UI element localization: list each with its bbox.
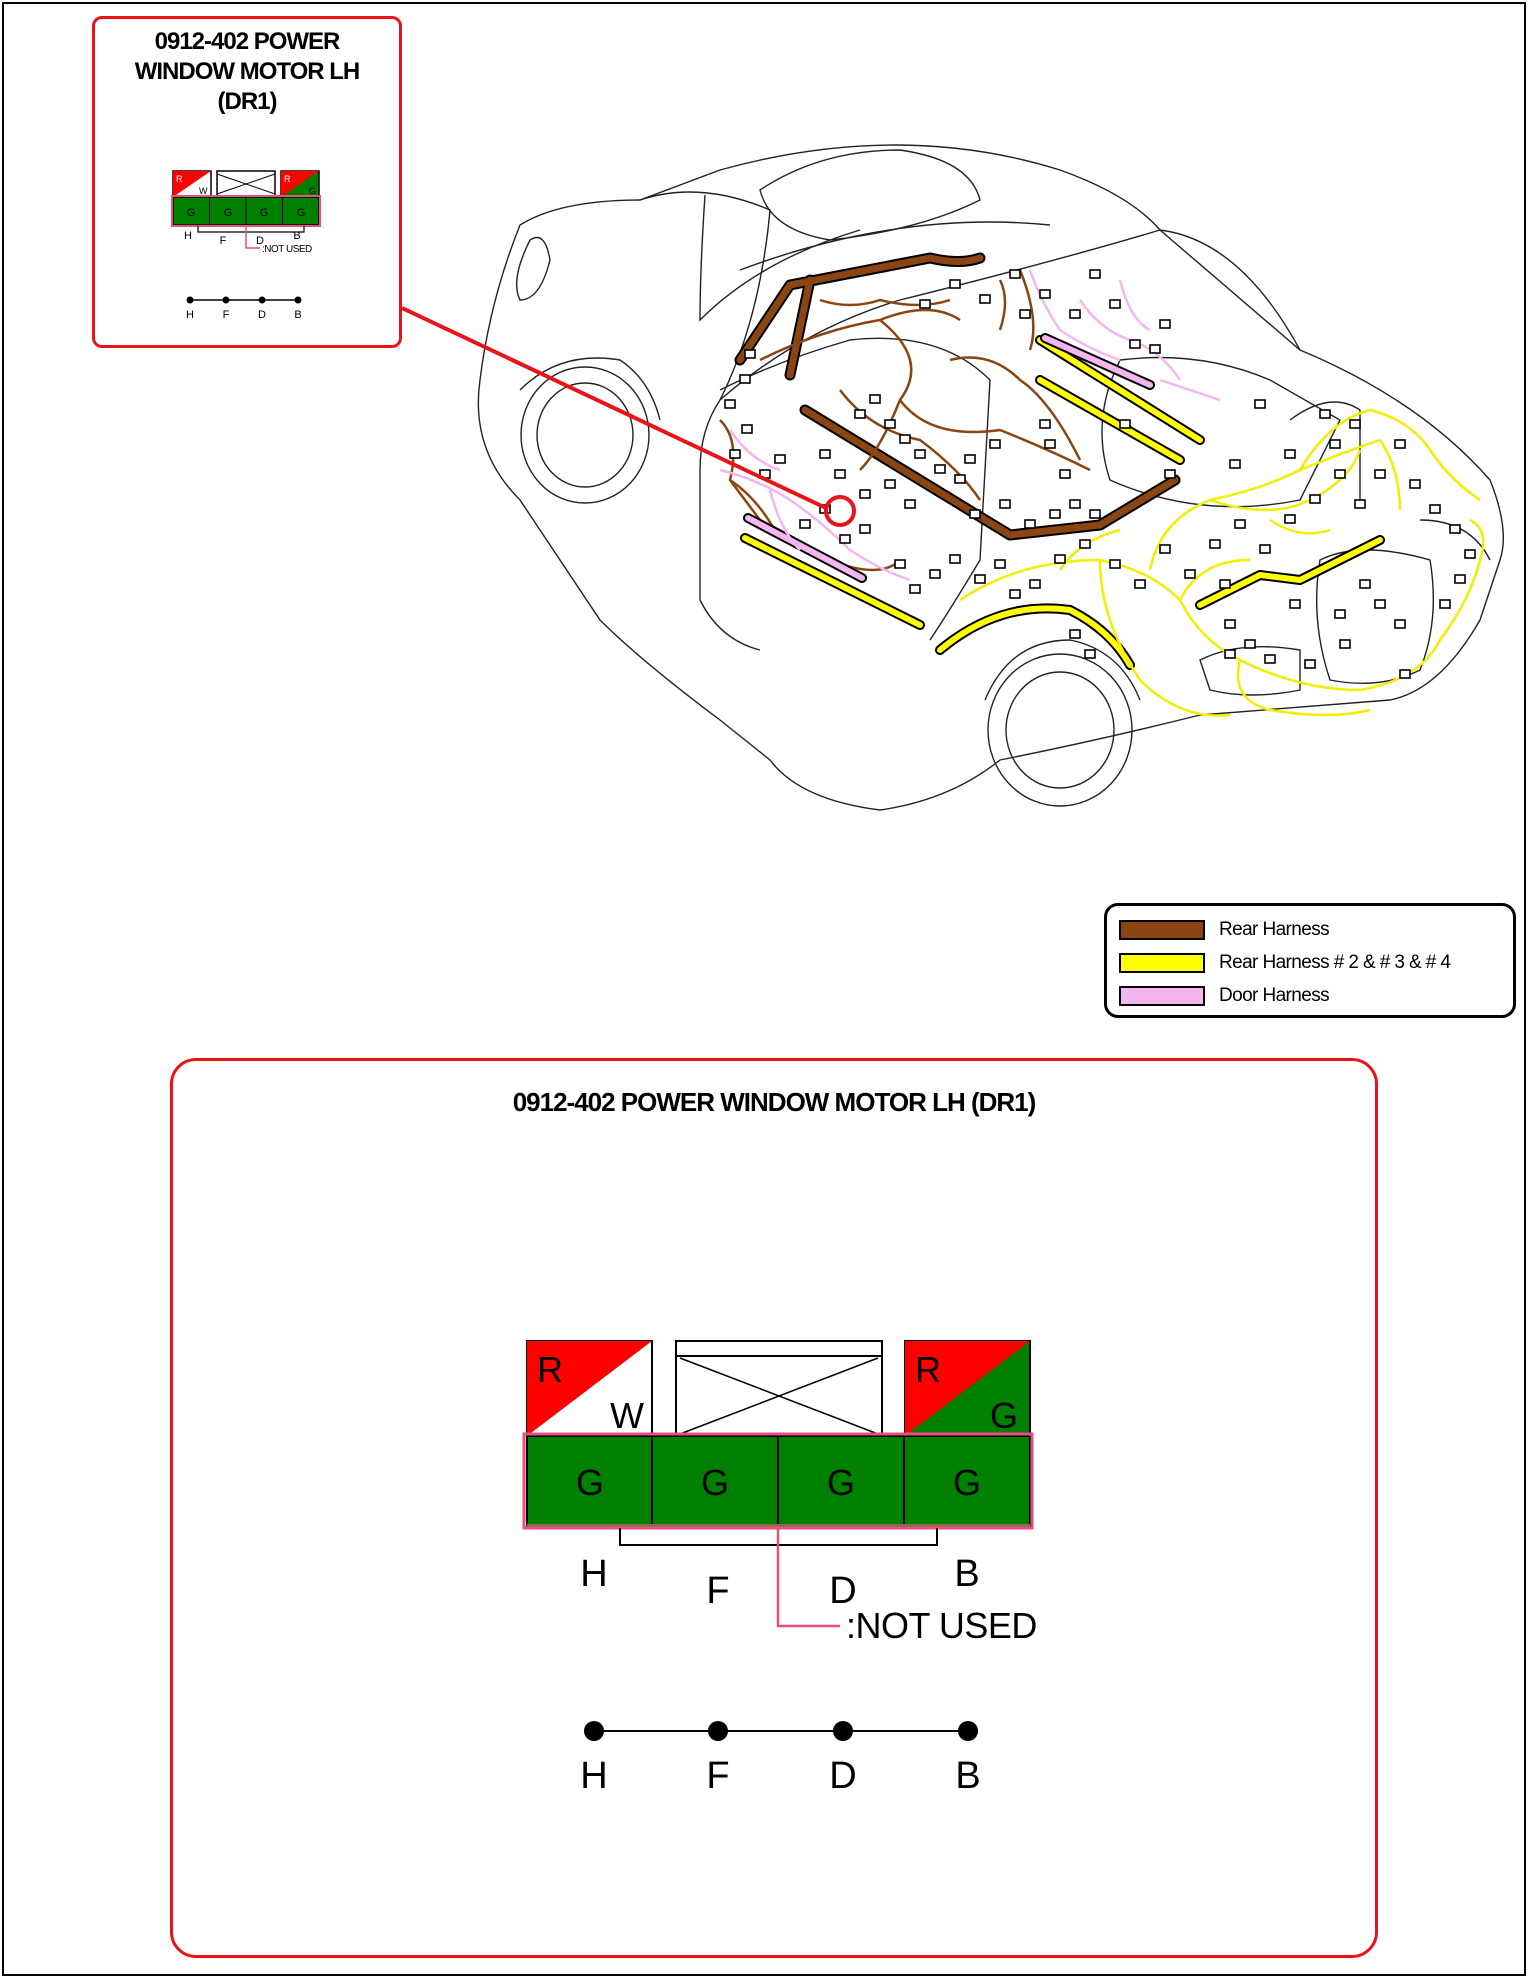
mini-wire-top-3: R (284, 174, 291, 184)
legend-swatch-yellow (1119, 953, 1205, 973)
schematic-label-b: B (955, 1755, 981, 1797)
mini-wire-bottom-3: G (309, 186, 317, 196)
wire-top-right-g: G (990, 1395, 1019, 1436)
callout-title-line3: (DR1) (217, 88, 277, 115)
top-left-cavity (527, 1341, 652, 1436)
mini-top-right-cavity (281, 171, 319, 197)
mini-pin-3: G (259, 207, 269, 219)
callout-title-line1: 0912-402 POWER (154, 28, 340, 55)
pin-row (524, 1434, 1032, 1528)
callout-connector-mini (92, 16, 402, 348)
mini-pin-label-b: B (293, 230, 301, 242)
legend-item-rear-harness-2-3-4 (1119, 951, 1450, 975)
legend-label: Rear Harness # 2 & # 3 & # 4 (1219, 952, 1451, 973)
detail-title: 0912-402 POWER WINDOW MOTOR LH (DR1) (512, 1087, 1036, 1117)
mini-schem-label-b: B (294, 309, 302, 321)
harness-legend (1104, 903, 1516, 1018)
mini-pin-2: G (223, 207, 233, 219)
car-outline (478, 145, 1503, 810)
mini-pin-label-h: H (184, 230, 192, 242)
connector-boxes (725, 270, 1475, 678)
blank-cavity (676, 1341, 882, 1436)
legend-label: Door Harness (1219, 985, 1330, 1006)
pin-b-color: G (952, 1462, 982, 1503)
mini-blank-cavity (217, 171, 275, 197)
wire-top-left-w: W (610, 1395, 644, 1436)
wire-top-right-r: R (915, 1349, 941, 1390)
pin-label-h: H (580, 1553, 608, 1595)
callout-leader-line (402, 308, 826, 508)
connector-face-diagram (170, 1058, 1378, 1958)
mini-schem-label-f: F (222, 309, 230, 321)
connector-detail-box (170, 1058, 1378, 1958)
pin-label-f: F (706, 1570, 730, 1612)
mini-pin-label-f: F (219, 235, 227, 247)
schematic-label-d: D (829, 1755, 857, 1797)
schematic-label-h: H (580, 1755, 608, 1797)
pin-h-color: G (575, 1462, 605, 1503)
legend-swatch-pink (1119, 986, 1205, 1006)
mini-pin-row (172, 196, 320, 226)
connector-callout-box (92, 16, 402, 348)
mini-wire-bottom-1: W (199, 186, 208, 196)
wire-top-left-r: R (537, 1349, 563, 1390)
mini-schem-label-d: D (258, 309, 266, 321)
callout-title-line2: WINDOW MOTOR LH (134, 58, 360, 85)
mini-pin-4: G (296, 207, 306, 219)
mini-schem-label-h: H (186, 309, 194, 321)
pin-label-b: B (954, 1553, 980, 1595)
pin-schematic (580, 1721, 980, 1797)
mini-pin-label-d: D (256, 235, 264, 247)
pin-d-color: G (826, 1462, 856, 1503)
mini-wire-top-1: R (176, 174, 183, 184)
legend-swatch-brown (1119, 920, 1205, 940)
door-harness-branches (720, 270, 1220, 580)
mini-top-left-cavity (173, 171, 211, 197)
pin-label-d: D (829, 1570, 857, 1612)
top-right-cavity (905, 1341, 1030, 1436)
pin-f-color: G (700, 1462, 730, 1503)
not-used-label: :NOT USED (846, 1605, 1037, 1646)
legend-item-rear-harness (1119, 918, 1329, 942)
mini-pin-1: G (186, 207, 196, 219)
mini-not-used-label: :NOT USED (262, 244, 312, 255)
legend-item-door-harness (1119, 984, 1329, 1008)
legend-label: Rear Harness (1219, 919, 1330, 940)
schematic-label-f: F (706, 1755, 730, 1797)
